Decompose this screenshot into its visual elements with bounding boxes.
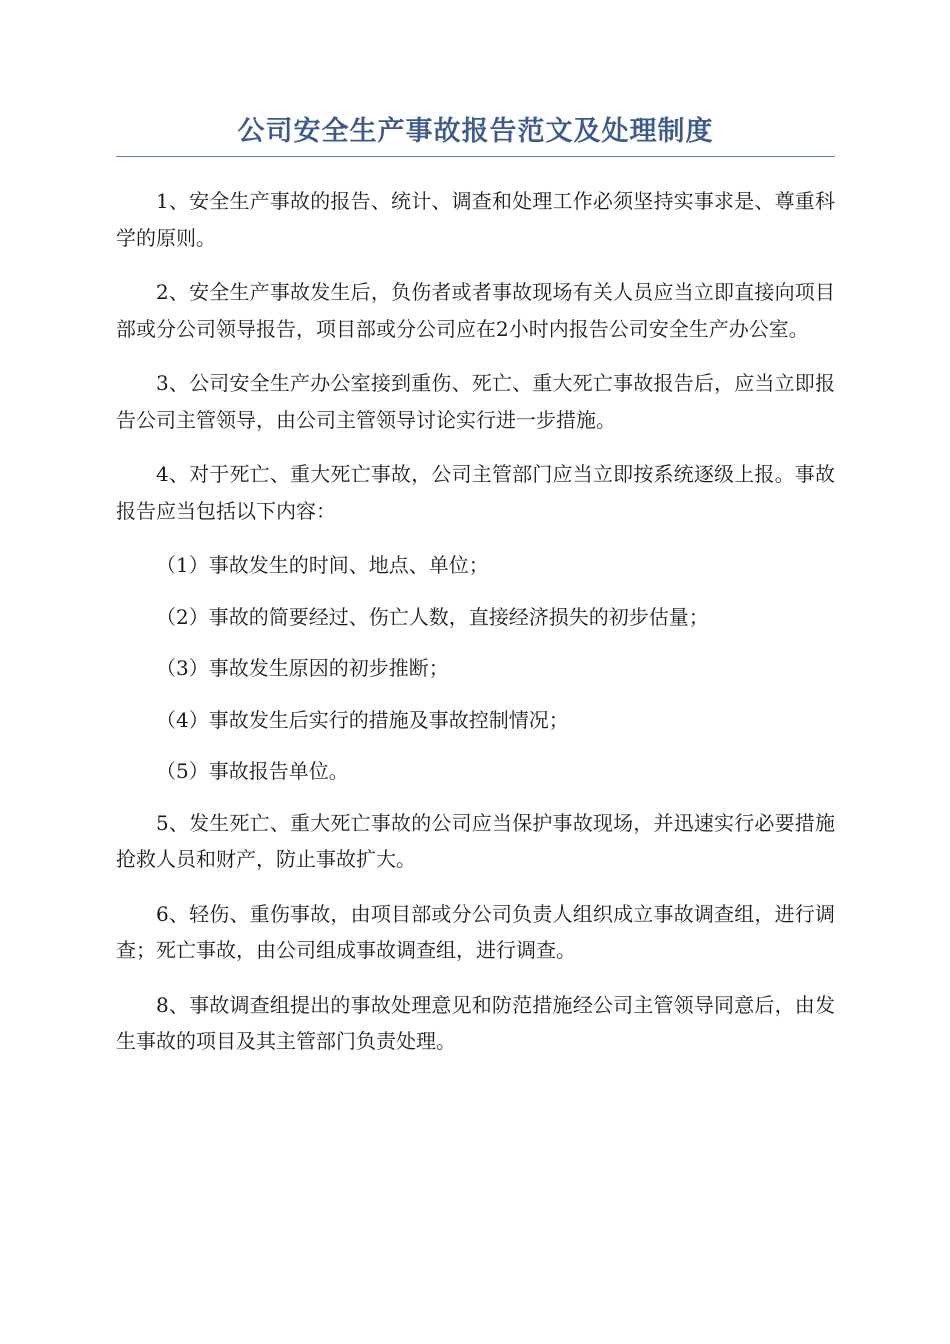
paragraph-3: 3、公司安全生产办公室接到重伤、死亡、重大死亡事故报告后，应当立即报告公司主管领导，由公司主管领导讨论实行进一步措施。 <box>116 371 835 432</box>
paragraph-1: 1、安全生产事故的报告、统计、调查和处理工作必须坚持实事求是、尊重科学的原则。 <box>116 189 835 250</box>
paragraph-6: 6、轻伤、重伤事故，由项目部或分公司负责人组织成立事故调查组，进行调查；死亡事故，由公司组成事故调查组，进行调查。 <box>116 901 835 962</box>
document-page <box>116 110 835 1078</box>
document-body <box>116 183 835 1060</box>
paragraph-2: 2、安全生产事故发生后，负伤者或者事故现场有关人员应当立即直接向项目部或分公司领导报告，项目部或分公司应在2小时内报告公司安全生产办公室。 <box>116 280 835 341</box>
paragraph-5: 5、发生死亡、重大死亡事故的公司应当保护事故现场，并迅速实行必要措施抢救人员和财产，防止事故扩大。 <box>116 810 835 871</box>
document-title: 公司安全生产事故报告范文及处理制度 <box>116 110 835 157</box>
list-item-4: （4）事故发生后实行的措施及事故控制情况； <box>156 707 569 732</box>
paragraph-8: 8、事故调查组提出的事故处理意见和防范措施经公司主管领导同意后，由发生事故的项目及其主管部门负责处理。 <box>116 992 835 1053</box>
paragraph-4: 4、对于死亡、重大死亡事故，公司主管部门应当立即按系统逐级上报。事故报告应当包括以下内容： <box>116 462 835 523</box>
list-item-3: （3）事故发生原因的初步推断； <box>156 656 449 680</box>
list-item-1: （1）事故发生的时间、地点、单位； <box>156 553 489 577</box>
list-item-2: （2）事故的简要经过、伤亡人数，直接经济损失的初步估量； <box>156 604 709 629</box>
list-item-5: （5）事故报告单位。 <box>156 759 349 783</box>
